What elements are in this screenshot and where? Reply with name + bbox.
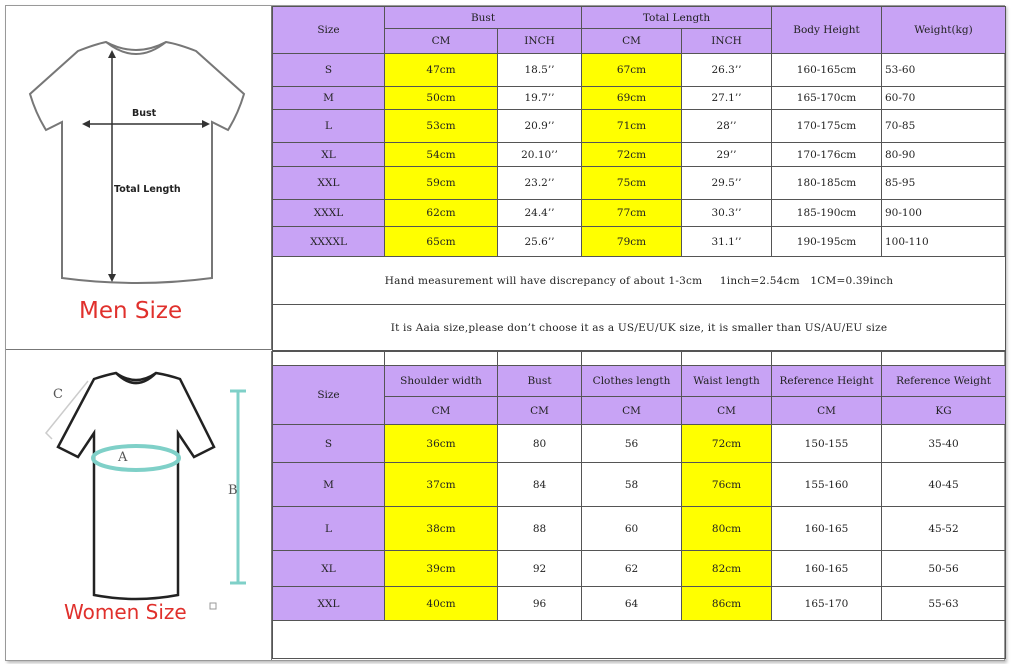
weight-cell: 60-70 <box>882 87 1006 110</box>
women-size-panel <box>6 351 272 660</box>
bust-inch-cell: 23.2’’ <box>498 167 582 200</box>
bust-cm-cell: 50cm <box>385 87 498 110</box>
table-row <box>273 425 1006 463</box>
length-inch-cell: 27.1’’ <box>682 87 772 110</box>
length-cm-cell: 67cm <box>582 54 682 87</box>
bust-cell: 84 <box>498 463 582 507</box>
table-row <box>273 54 1006 87</box>
height-cell: 190-195cm <box>772 227 882 257</box>
header-waist-length: Waist length <box>682 366 772 397</box>
clothes-length-cell: 64 <box>582 587 682 621</box>
bust-inch-cell: 20.10’’ <box>498 143 582 167</box>
height-cell: 180-185cm <box>772 167 882 200</box>
length-cm-cell: 75cm <box>582 167 682 200</box>
bust-diagram-label: Bust <box>132 108 157 119</box>
height-cell: 165-170cm <box>772 87 882 110</box>
waist-cell: 72cm <box>682 425 772 463</box>
weight-cell: 55-63 <box>882 587 1006 621</box>
header-bust: Bust <box>385 7 582 29</box>
unit-height: CM <box>772 397 882 425</box>
length-inch-cell: 28’’ <box>682 110 772 143</box>
men-size-label: Men Size <box>79 298 183 324</box>
weight-cell: 50-56 <box>882 551 1006 587</box>
subheader-length-cm: CM <box>582 29 682 54</box>
bust-cm-cell: 62cm <box>385 200 498 227</box>
table-row <box>273 551 1006 587</box>
height-cell: 150-155 <box>772 425 882 463</box>
header-clothes-length: Clothes length <box>582 366 682 397</box>
waist-cell: 80cm <box>682 507 772 551</box>
size-cell: S <box>273 425 385 463</box>
men-size-panel <box>6 6 272 350</box>
bust-cm-cell: 53cm <box>385 110 498 143</box>
height-cell: 170-176cm <box>772 143 882 167</box>
weight-cell: 45-52 <box>882 507 1006 551</box>
length-cm-cell: 79cm <box>582 227 682 257</box>
header-size: Size <box>273 7 385 54</box>
weight-cell: 35-40 <box>882 425 1006 463</box>
dim-letter-b: B <box>228 483 238 498</box>
header-weight: Weight(kg) <box>882 7 1006 54</box>
size-cell: XXXL <box>273 200 385 227</box>
unit-shoulder: CM <box>385 397 498 425</box>
weight-cell: 70-85 <box>882 110 1006 143</box>
header-size: Size <box>273 366 385 425</box>
header-total-length: Total Length <box>582 7 772 29</box>
women-size-label: Women Size <box>64 600 187 624</box>
length-inch-cell: 29.5’’ <box>682 167 772 200</box>
length-inch-cell: 26.3’’ <box>682 54 772 87</box>
shoulder-cell: 38cm <box>385 507 498 551</box>
subheader-bust-inch: INCH <box>498 29 582 54</box>
header-reference-height: Reference Height <box>772 366 882 397</box>
table-row <box>273 463 1006 507</box>
table-row <box>273 87 1006 110</box>
height-cell: 160-165 <box>772 507 882 551</box>
clothes-length-cell: 58 <box>582 463 682 507</box>
size-cell: M <box>273 463 385 507</box>
shoulder-cell: 37cm <box>385 463 498 507</box>
men-size-table <box>272 6 1006 351</box>
subheader-bust-cm: CM <box>385 29 498 54</box>
table-row <box>273 227 1006 257</box>
table-row <box>273 110 1006 143</box>
bust-cell: 92 <box>498 551 582 587</box>
weight-cell: 80-90 <box>882 143 1006 167</box>
bust-cm-cell: 65cm <box>385 227 498 257</box>
clothes-length-cell: 56 <box>582 425 682 463</box>
length-cm-cell: 72cm <box>582 143 682 167</box>
bust-inch-cell: 18.5’’ <box>498 54 582 87</box>
size-cell: M <box>273 87 385 110</box>
bust-inch-cell: 20.9’’ <box>498 110 582 143</box>
size-cell: XXL <box>273 167 385 200</box>
unit-weight: KG <box>882 397 1006 425</box>
length-cm-cell: 71cm <box>582 110 682 143</box>
asia-size-note: It is Aaia size,please don’t choose it as a US/EU/UK size, it is smaller than US/AU/EU size <box>273 305 1006 351</box>
header-bust: Bust <box>498 366 582 397</box>
clothes-length-cell: 62 <box>582 551 682 587</box>
bust-cell: 96 <box>498 587 582 621</box>
bust-cell: 80 <box>498 425 582 463</box>
waist-cell: 76cm <box>682 463 772 507</box>
bust-inch-cell: 25.6’’ <box>498 227 582 257</box>
shoulder-cell: 40cm <box>385 587 498 621</box>
subheader-length-inch: INCH <box>682 29 772 54</box>
table-row <box>273 167 1006 200</box>
weight-cell: 53-60 <box>882 54 1006 87</box>
size-cell: XL <box>273 551 385 587</box>
shoulder-cell: 39cm <box>385 551 498 587</box>
weight-cell: 100-110 <box>882 227 1006 257</box>
size-cell: S <box>273 54 385 87</box>
bust-cm-cell: 59cm <box>385 167 498 200</box>
shoulder-cell: 36cm <box>385 425 498 463</box>
size-cell: XXL <box>273 587 385 621</box>
length-inch-cell: 31.1’’ <box>682 227 772 257</box>
clothes-length-cell: 60 <box>582 507 682 551</box>
size-cell: XL <box>273 143 385 167</box>
weight-cell: 40-45 <box>882 463 1006 507</box>
table-row <box>273 587 1006 621</box>
unit-clothes-length: CM <box>582 397 682 425</box>
table-footer-blank <box>273 621 1006 659</box>
height-cell: 165-170 <box>772 587 882 621</box>
unit-waist: CM <box>682 397 772 425</box>
dim-letter-a: A <box>118 450 128 465</box>
length-cm-cell: 77cm <box>582 200 682 227</box>
size-cell: XXXXL <box>273 227 385 257</box>
header-shoulder-width: Shoulder width <box>385 366 498 397</box>
waist-cell: 86cm <box>682 587 772 621</box>
size-cell: L <box>273 110 385 143</box>
length-inch-cell: 29’’ <box>682 143 772 167</box>
length-cm-cell: 69cm <box>582 87 682 110</box>
measurement-note: Hand measurement will have discrepancy of about 1-3cm 1inch=2.54cm 1CM=0.39inch <box>273 257 1006 305</box>
length-inch-cell: 30.3’’ <box>682 200 772 227</box>
bust-inch-cell: 19.7’’ <box>498 87 582 110</box>
height-cell: 160-165 <box>772 551 882 587</box>
header-body-height: Body Height <box>772 7 882 54</box>
header-reference-weight: Reference Weight <box>882 366 1006 397</box>
unit-bust: CM <box>498 397 582 425</box>
dim-letter-c: C <box>53 387 63 402</box>
total-length-diagram-label: Total Length <box>114 184 181 195</box>
height-cell: 185-190cm <box>772 200 882 227</box>
size-cell: L <box>273 507 385 551</box>
bust-cm-cell: 54cm <box>385 143 498 167</box>
bust-cell: 88 <box>498 507 582 551</box>
table-row <box>273 200 1006 227</box>
bust-cm-cell: 47cm <box>385 54 498 87</box>
waist-cell: 82cm <box>682 551 772 587</box>
weight-cell: 85-95 <box>882 167 1006 200</box>
weight-cell: 90-100 <box>882 200 1006 227</box>
height-cell: 155-160 <box>772 463 882 507</box>
height-cell: 160-165cm <box>772 54 882 87</box>
height-cell: 170-175cm <box>772 110 882 143</box>
table-row <box>273 143 1006 167</box>
table-row <box>273 507 1006 551</box>
bust-inch-cell: 24.4’’ <box>498 200 582 227</box>
women-size-table <box>272 351 1006 659</box>
